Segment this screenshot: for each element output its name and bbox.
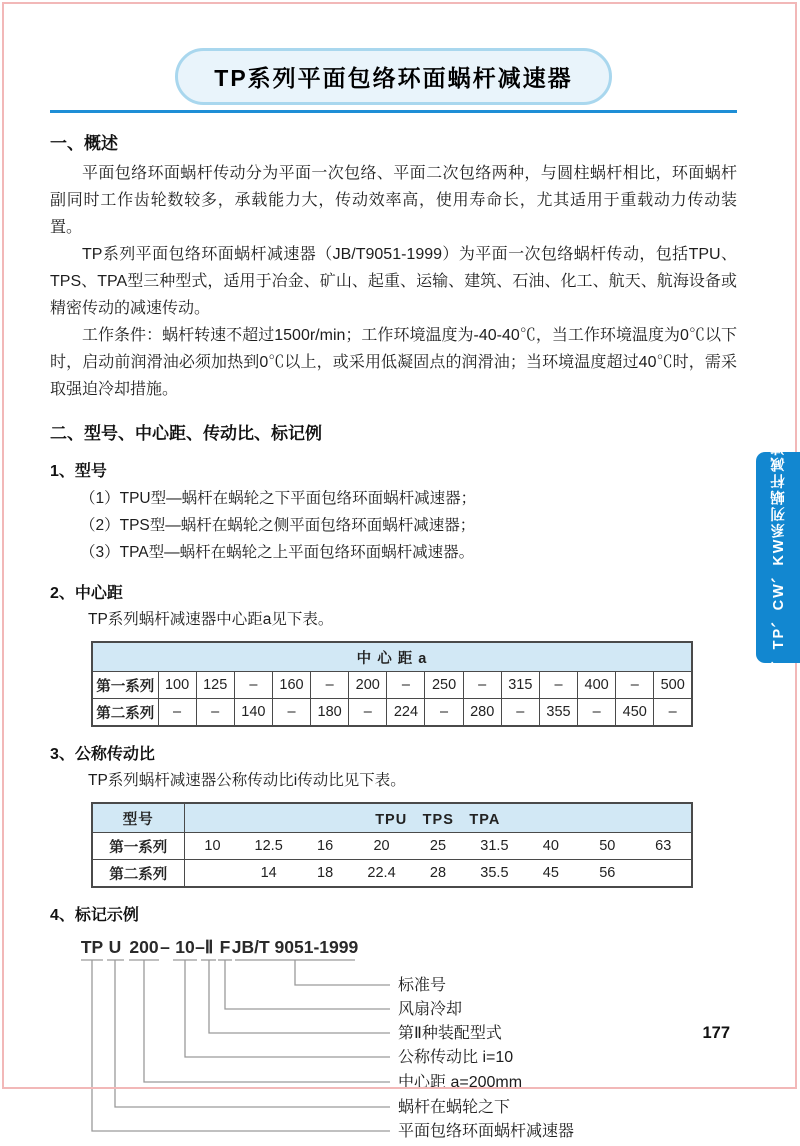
code-standard: JB/T 9051-1999 — [231, 937, 359, 957]
leader-line — [144, 960, 390, 1082]
model-item-tpa: （3）TPA型—蜗杆在蜗轮之上平面包络环面蜗杆减速器。 — [80, 544, 475, 561]
leader-line — [295, 960, 390, 985]
page-title: TP系列平面包络环面蜗杆减速器 — [214, 65, 573, 91]
overview-paragraph-3: 工作条件：蜗杆转速不超过1500r/min；工作环境温度为-40-40℃，当工作环境温度为0℃以下时，启动前润滑油必须加热到0℃以上，或采用低凝固点的润滑油；当环境温度超过40℃时，需采取强迫冷却措施。 — [50, 327, 737, 398]
code-assembly: Ⅱ — [204, 937, 214, 957]
ratio-table — [91, 802, 693, 888]
side-tab-label: WH、TP、CW、KW系列蜗杆减速机 — [770, 421, 787, 694]
callout-fan: 风扇冷却 — [398, 1001, 463, 1018]
callout-assembly: 第Ⅱ种装配型式 — [398, 1025, 502, 1042]
marking-example-diagram — [50, 931, 737, 1146]
title-divider-rule — [50, 110, 737, 113]
callout-center: 中心距 a=200mm — [398, 1074, 523, 1091]
leader-line — [209, 960, 390, 1033]
callout-standard: 标准号 — [398, 977, 447, 994]
table-header-row — [92, 642, 692, 672]
table-row: 第一系列 10 12.5 16 20 25 31.5 40 50 63 — [92, 833, 692, 860]
table-row: 第二系列 14 18 22.4 28 35.5 45 56 — [92, 860, 692, 888]
ratio-note: TP系列蜗杆减速器公称传动比i传动比见下表。 — [88, 772, 406, 789]
overview-heading: 一、概述 — [50, 134, 118, 153]
ratio-heading: 3、公称传动比 — [50, 746, 155, 763]
model-item-tpu: （1）TPU型—蜗杆在蜗轮之下平面包络环面蜗杆减速器； — [80, 490, 477, 507]
ratio-span-header: TPU TPS TPA — [184, 803, 692, 833]
page-number: 177 — [702, 1024, 730, 1042]
code-ratio: 10 — [175, 937, 195, 957]
code-position: U — [108, 937, 122, 957]
table-header-row — [92, 803, 692, 833]
section2-heading: 二、型号、中心距、传动比、标记例 — [50, 424, 322, 443]
table-title: 中 心 距 a — [92, 642, 692, 672]
code-center: 200 — [129, 937, 159, 957]
callout-ratio: 公称传动比 i=10 — [398, 1049, 514, 1066]
code-dash: – — [160, 937, 170, 957]
model-item-tps: （2）TPS型—蜗杆在蜗轮之侧平面包络环面蜗杆减速器； — [80, 517, 476, 534]
overview-paragraph-1: 平面包络环面蜗杆传动分为平面一次包络、平面二次包络两种，与圆柱蜗杆相比，环面蜗杆副同时工作齿轮数较多，承载能力大，传动效率高，使用寿命长，尤其适用于重载动力传动装置。 — [50, 165, 737, 236]
models-heading: 1、型号 — [50, 463, 107, 480]
code-dash: – — [195, 937, 205, 957]
series-side-tab — [756, 421, 800, 694]
table-row: 第二系列 – – 140 – 180 – 224 – 280 – 355 – 450 – — [92, 699, 692, 727]
center-distance-note: TP系列蜗杆减速器中心距a见下表。 — [88, 611, 334, 628]
page-title-banner — [175, 48, 611, 105]
code-fan: F — [219, 937, 231, 957]
center-distance-heading: 2、中心距 — [50, 585, 123, 602]
overview-paragraph-2: TP系列平面包络环面蜗杆减速器（JB/T9051-1999）为平面一次包络蜗杆传动，包括TPU、TPS、TPA型三种型式，适用于冶金、矿山、起重、运输、建筑、石油、化工、航天、航海设备或精密传动的减速传动。 — [50, 246, 737, 317]
code-series: TP — [80, 937, 104, 957]
ratio-col-header: 型号 — [92, 803, 184, 833]
callout-position: 蜗杆在蜗轮之下 — [398, 1099, 511, 1116]
callout-series: 平面包络环面蜗杆减速器 — [398, 1123, 575, 1140]
table-row: 第一系列 100 125 – 160 – 200 – 250 – 315 – 400 – 500 — [92, 672, 692, 699]
leader-line — [92, 960, 390, 1131]
center-distance-table — [91, 641, 693, 727]
marking-heading: 4、标记示例 — [50, 907, 139, 924]
